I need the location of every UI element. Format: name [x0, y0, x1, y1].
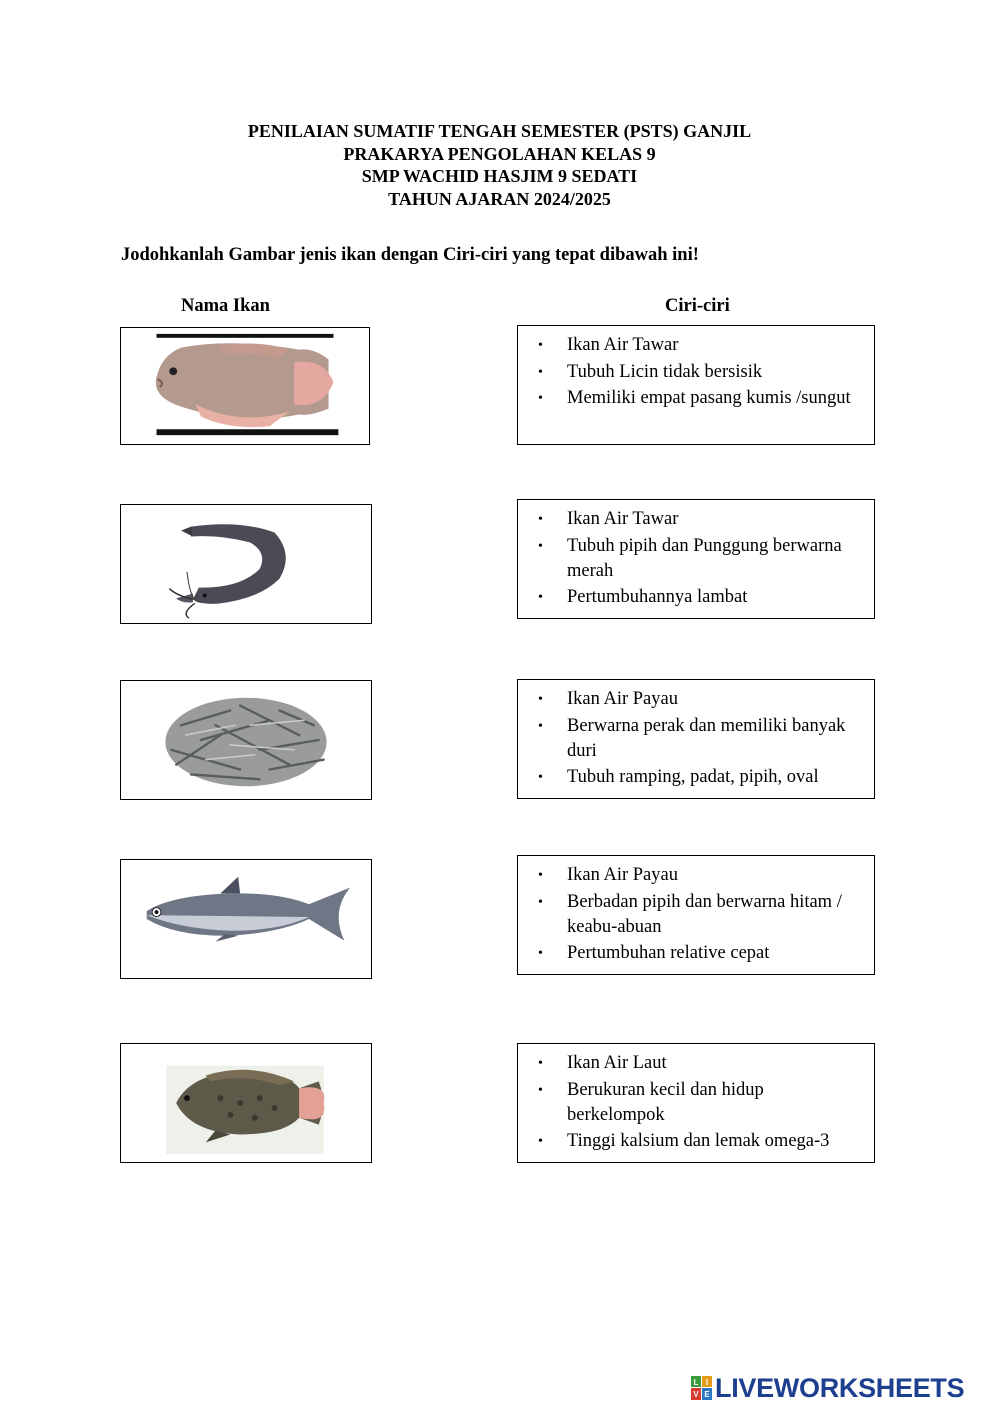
ciri-item: • Ikan Air Payau	[518, 863, 864, 888]
ciri-list-5	[518, 1051, 864, 1154]
ciri-list-1	[518, 333, 864, 411]
fish-image-box-1[interactable]	[120, 327, 370, 445]
header-line-2: PRAKARYA PENGOLAHAN KELAS 9	[343, 143, 656, 164]
fish-image-box-4[interactable]	[120, 859, 372, 979]
document-header	[0, 120, 999, 210]
ciri-box-3[interactable]	[517, 679, 875, 799]
bullet: •	[538, 868, 543, 883]
header-line-4: TAHUN AJARAN 2024/2025	[388, 188, 611, 209]
bullet: •	[538, 338, 543, 353]
ciri-item: • Berbadan pipih dan berwarna hitam / keabu-abuan	[538, 891, 842, 937]
ciri-item: • Berwarna perak dan memiliki banyak duri	[538, 715, 846, 761]
ciri-list-4	[518, 863, 864, 966]
ciri-item: • Ikan Air Tawar	[518, 507, 864, 532]
fish-image-box-3[interactable]	[120, 680, 372, 800]
bullet: •	[538, 1056, 543, 1071]
bullet: •	[538, 512, 543, 527]
ciri-list-2	[518, 507, 864, 610]
ciri-item: • Tubuh pipih dan Punggung berwarna merah	[538, 535, 842, 581]
ciri-item: • Memiliki empat pasang kumis /sungut	[518, 386, 864, 411]
ciri-item: • Ikan Air Laut	[518, 1051, 864, 1076]
milkfish-image	[121, 860, 371, 978]
ciri-box-2[interactable]	[517, 499, 875, 619]
ciri-item: • Tubuh Licin tidak bersisik	[518, 360, 864, 385]
liveworksheets-logo-icon	[691, 1376, 712, 1400]
bullet: •	[538, 1134, 543, 1149]
logo-icon-letter: V	[693, 1390, 699, 1399]
ciri-item: • Ikan Air Payau	[518, 687, 864, 712]
bullet: •	[538, 391, 543, 406]
ciri-item: • Pertumbuhannya lambat	[518, 585, 864, 610]
ciri-item: • Ikan Air Tawar	[518, 333, 864, 358]
tilapia-fish-image	[121, 1044, 371, 1162]
fish-image-box-2[interactable]	[120, 504, 372, 624]
bullet: •	[538, 1082, 543, 1098]
bullet: •	[538, 946, 543, 961]
ciri-box-5[interactable]	[517, 1043, 875, 1163]
ciri-item: • Tubuh ramping, padat, pipih, oval	[518, 765, 864, 790]
ciri-list-3	[518, 687, 864, 790]
bullet: •	[538, 894, 543, 910]
header-line-3: SMP WACHID HASJIM 9 SEDATI	[361, 166, 638, 186]
gourami-fish-image	[121, 328, 369, 444]
ciri-box-4[interactable]	[517, 855, 875, 975]
instruction-text: Jodohkanlah Gambar jenis ikan dengan Ciri-ciri yang tepat dibawah ini!	[121, 245, 699, 265]
ciri-box-1[interactable]	[517, 325, 875, 445]
logo-icon-letter: E	[704, 1390, 710, 1399]
liveworksheets-logo[interactable]	[691, 1373, 964, 1403]
column-header-ciri-ciri: Ciri-ciri	[665, 296, 730, 316]
column-header-nama-ikan: Nama Ikan	[181, 296, 270, 316]
ciri-item: • Pertumbuhan relative cepat	[518, 941, 864, 966]
dried-anchovies-image	[121, 681, 371, 799]
bullet: •	[538, 770, 543, 785]
bullet: •	[538, 590, 543, 605]
bullet: •	[538, 538, 543, 554]
catfish-image	[121, 505, 371, 623]
ciri-item: • Tinggi kalsium dan lemak omega-3	[518, 1129, 864, 1154]
bullet: •	[538, 718, 543, 734]
fish-image-box-5[interactable]	[120, 1043, 372, 1163]
bullet: •	[538, 364, 543, 380]
ciri-item: • Berukuran kecil dan hidup berkelompok	[538, 1079, 764, 1125]
header-line-1: PENILAIAN SUMATIF TENGAH SEMESTER (PSTS) GANJIL	[247, 121, 752, 141]
logo-icon-letter: I	[705, 1378, 709, 1387]
logo-icon-letter: L	[693, 1378, 699, 1387]
bullet: •	[538, 692, 543, 707]
liveworksheets-logo-text: LIVEWORKSHEETS	[715, 1372, 965, 1403]
